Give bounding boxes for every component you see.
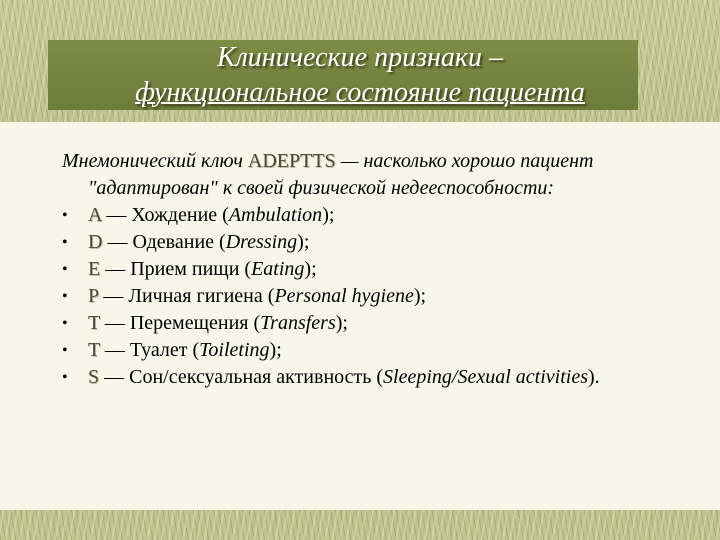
item-letter: A: [88, 204, 102, 226]
item-en: Transfers: [260, 312, 336, 334]
item-ru: Прием пищи (: [130, 258, 252, 280]
list-item: [62, 229, 702, 256]
item-end: );: [335, 312, 348, 334]
item-end: );: [304, 258, 317, 280]
bullet-icon: •: [62, 288, 68, 305]
list-item: [62, 337, 702, 364]
item-dash: —: [99, 312, 130, 334]
item-ru: Одевание (: [132, 231, 226, 253]
item-letter: P: [88, 285, 99, 307]
item-en: Toileting: [199, 339, 270, 361]
intro-suffix: — насколько хорошо пациент "адаптирован" к своей физической недееспособности:: [88, 150, 594, 199]
list-item: [62, 202, 702, 229]
item-letter: E: [88, 258, 101, 280]
intro-text: [62, 148, 702, 202]
item-dash: —: [99, 339, 130, 361]
item-letter: S: [88, 366, 100, 388]
item-dash: —: [100, 258, 131, 280]
list-item: [62, 310, 702, 337]
item-en: Ambulation: [228, 204, 323, 226]
item-en: Personal hygiene: [274, 285, 414, 307]
item-ru: Хождение (: [131, 204, 229, 226]
item-en: Sleeping/Sexual activities: [383, 366, 588, 388]
bullet-icon: •: [62, 207, 68, 224]
title-line-1: Клинические признаки –: [217, 42, 503, 73]
item-letter: T: [88, 339, 100, 361]
item-dash: —: [101, 204, 132, 226]
item-end: );: [413, 285, 427, 307]
item-end: );: [269, 339, 282, 361]
mnemonic-key: ADEPTTS: [247, 150, 336, 172]
item-letter: D: [88, 231, 103, 253]
slide-title: [0, 40, 720, 110]
slide-content: [62, 148, 702, 391]
item-en: Eating: [251, 258, 305, 280]
item-end: ).: [587, 366, 600, 388]
list-item: [62, 256, 702, 283]
bullet-icon: •: [62, 234, 68, 251]
item-ru: Личная гигиена (: [128, 285, 275, 307]
mnemonic-list: [62, 202, 702, 391]
item-ru: Сон/сексуальная активность (: [129, 366, 384, 388]
bullet-icon: •: [62, 315, 68, 332]
item-dash: —: [99, 366, 130, 388]
item-dash: —: [102, 231, 133, 253]
bullet-icon: •: [62, 342, 68, 359]
item-letter: T: [88, 312, 100, 334]
item-end: );: [322, 204, 335, 226]
intro-prefix: Мнемонический ключ: [62, 150, 248, 172]
item-ru: Туалет (: [129, 339, 200, 361]
item-dash: —: [98, 285, 129, 307]
item-end: );: [297, 231, 310, 253]
item-ru: Перемещения (: [129, 312, 261, 334]
item-en: Dressing: [225, 231, 298, 253]
list-item: [62, 283, 702, 310]
list-item: [62, 364, 702, 391]
title-line-2: функциональное состояние пациента: [135, 77, 585, 108]
bullet-icon: •: [62, 261, 68, 278]
bullet-icon: •: [62, 369, 68, 386]
